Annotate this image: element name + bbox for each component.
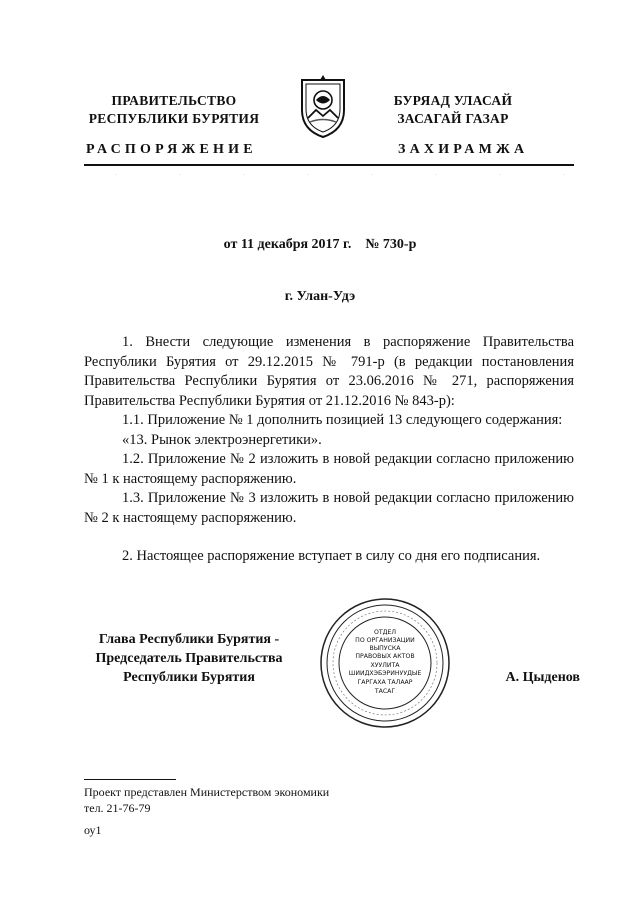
date-number: от 11 декабря 2017 г. № 730-р [223, 237, 417, 252]
footer-project-line: Проект представлен Министерством экономики [84, 785, 330, 799]
signatory-name: А. Цыденов [505, 670, 580, 685]
city: г. Улан-Удэ [284, 289, 356, 304]
signatory-title-line3: Республики Бурятия [123, 670, 255, 685]
stamp-line3: ВЫПУСКА [369, 645, 401, 652]
stamp-line2: ПО ОРГАНИЗАЦИИ [355, 637, 415, 644]
signatory-title-line2: Председатель Правительства [95, 651, 283, 666]
paragraph-2: 2. Настоящее распоряжение вступает в силу со дня его подписания. [122, 548, 541, 564]
footer-phone-line: тел. 21-76-79 [84, 801, 151, 815]
doc-type-ru: РАСПОРЯЖЕНИЕ [86, 142, 257, 157]
government-name-ru-line2: РЕСПУБЛИКИ БУРЯТИЯ [88, 111, 260, 126]
stamp-line1: ОТДЕЛ [373, 629, 397, 636]
header-dotted-line [84, 174, 574, 175]
paragraph-1: 1. Внести следующие изменения в распоряжение Правительства Республики Бурятия от 29.12.2015 № 791-р (в редакции постановления Правительства Республики Бурятия от 23.06.2016 № 271, распоряжения Правительства Республики Бурятия от 21.12.2016 № 843-р): [84, 334, 574, 409]
stamp-line7: ГАРГАХА ТАЛААР [357, 679, 413, 686]
government-name-ru-line1: ПРАВИТЕЛЬСТВО [111, 93, 237, 108]
header-divider [84, 164, 574, 166]
footer-note [84, 784, 484, 816]
paragraph-1-2: 1.2. Приложение № 2 изложить в новой редакции согласно приложению № 1 к настоящему распоряжению. [84, 451, 574, 487]
stamp-line6: ШИИДХЭБЭРИНУУДЫЕ [348, 670, 422, 677]
official-round-stamp-icon [318, 596, 452, 730]
paragraph-quote: «13. Рынок электроэнергетики». [122, 431, 322, 448]
doc-type-bua: ЗАХИРАМЖА [398, 142, 529, 157]
footer-divider [84, 779, 176, 780]
stamp-line4: ПРАВОВЫХ АКТОВ [355, 653, 415, 660]
buryatia-coat-of-arms-icon [298, 74, 348, 140]
government-name-bua-line2: ЗАСАГАЙ ГАЗАР [397, 111, 509, 126]
stamp-line8: ТАСАГ [374, 688, 396, 695]
stamp-line5: ХУУЛИТА [370, 662, 400, 669]
government-name-bua-line1: БУРЯАД УЛАСАЙ [393, 93, 513, 108]
document-body [84, 333, 574, 567]
footer-code: оу1 [84, 823, 102, 837]
government-name-bua [378, 92, 528, 128]
signatory-title-line1: Глава Республики Бурятия - [98, 632, 280, 647]
signatory-title [84, 630, 294, 687]
paragraph-1-3: 1.3. Приложение № 3 изложить в новой редакции согласно приложению № 2 к настоящему распоряжению. [84, 490, 574, 526]
government-name-ru [84, 92, 264, 128]
paragraph-1-1: 1.1. Приложение № 1 дополнить позицией 13 следующего содержания: [122, 412, 563, 428]
